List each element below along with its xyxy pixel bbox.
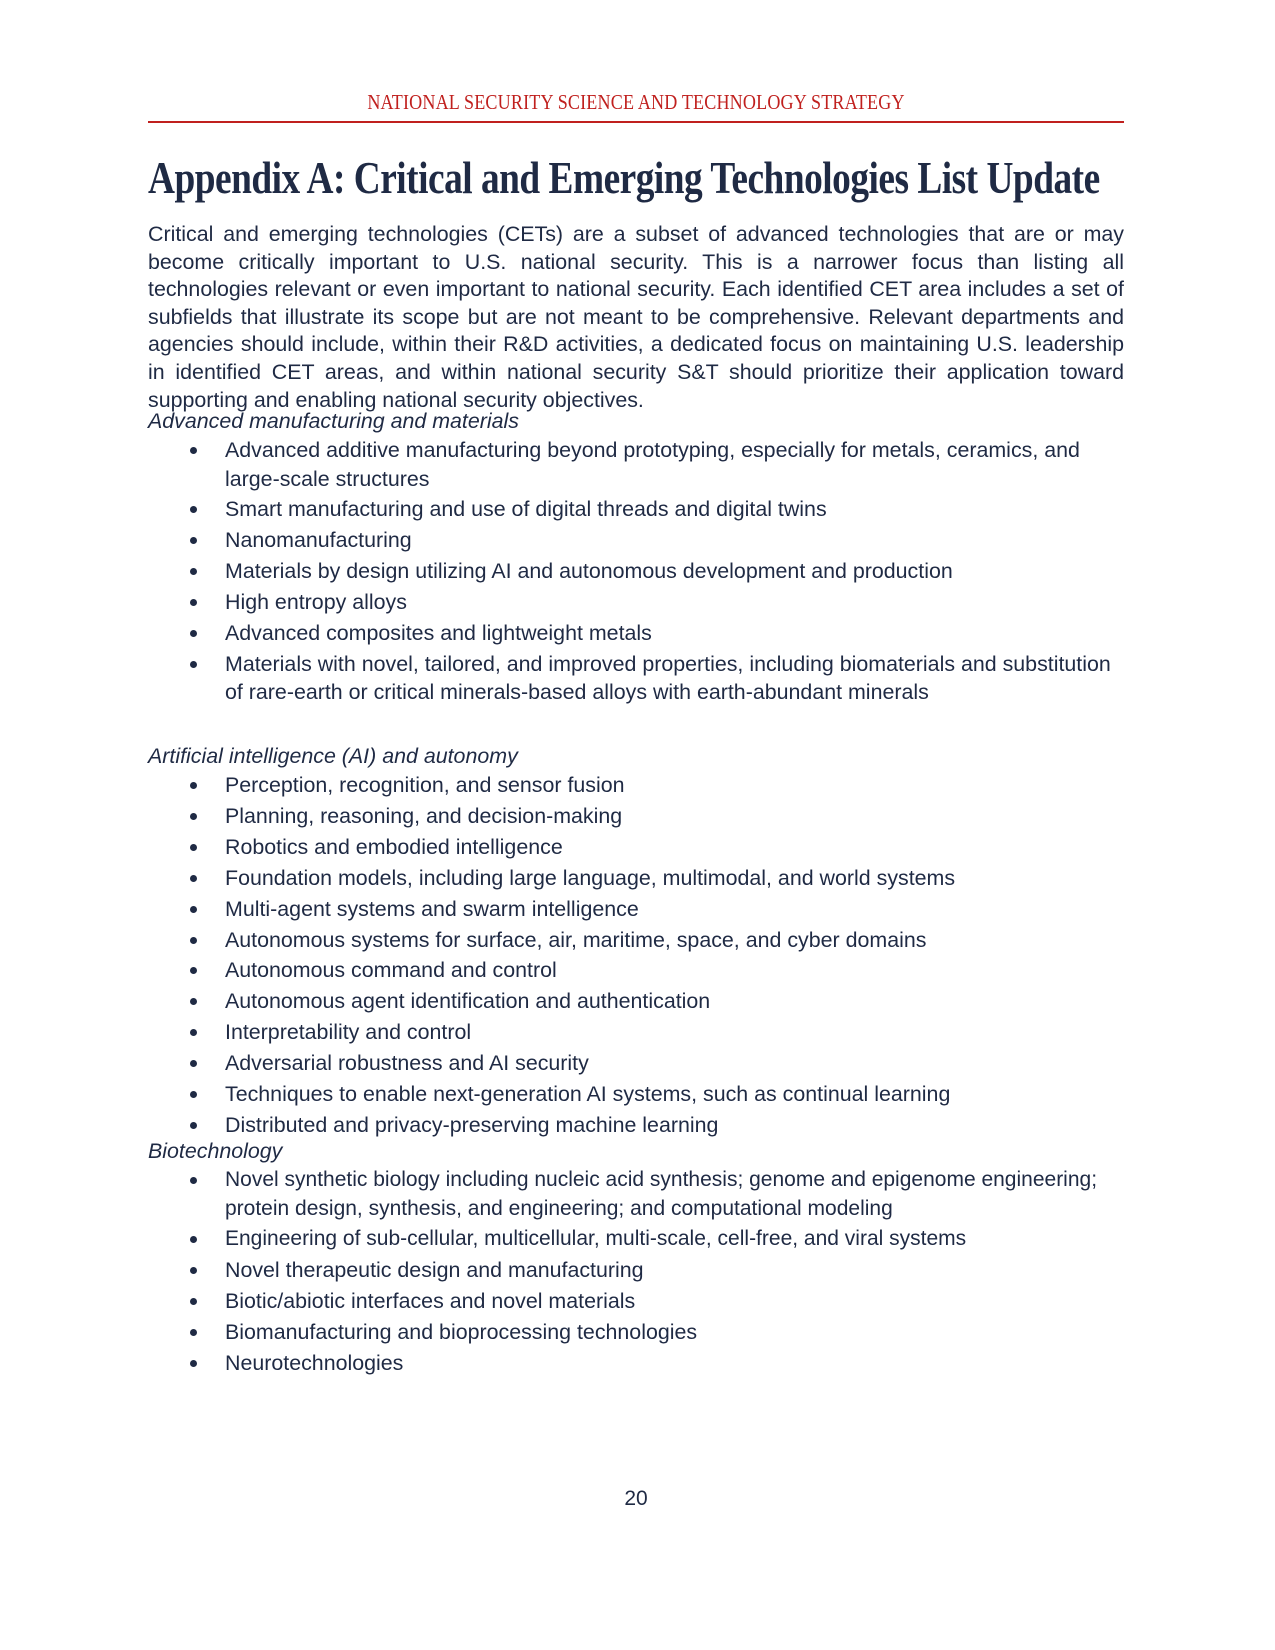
- bullet-icon: [190, 568, 197, 575]
- bullet-icon: [190, 875, 197, 882]
- list-item: [148, 618, 1124, 649]
- list-item-text: Biomanufacturing and bioprocessing technologies: [225, 1319, 698, 1344]
- bullet-icon: [190, 630, 197, 637]
- list-item-text: Adversarial robustness and AI security: [225, 1051, 589, 1076]
- section-biotechnology: [148, 1138, 1124, 1379]
- list-item: [148, 556, 1124, 587]
- bullet-icon: [190, 1329, 197, 1336]
- list-item-text: Interpretability and control: [225, 1020, 472, 1045]
- list-item: [148, 1017, 1124, 1048]
- list-item: [148, 1286, 1124, 1317]
- list-item-text: Perception, recognition, and sensor fusion: [225, 773, 625, 797]
- list-item-text: Autonomous systems for surface, air, maritime, space, and cyber domains: [225, 927, 927, 952]
- list-item-text: Advanced composites and lightweight metals: [225, 620, 652, 645]
- bullet-icon: [190, 813, 197, 820]
- list-item: [148, 863, 1124, 894]
- bullet-icon: [190, 937, 197, 944]
- list-item: [148, 649, 1124, 708]
- bullet-icon: [190, 661, 197, 668]
- list-item-text: Multi-agent systems and swarm intelligence: [225, 896, 639, 921]
- bullet-icon: [190, 1122, 197, 1129]
- bullet-icon: [190, 1060, 197, 1067]
- list-item: [148, 1317, 1124, 1348]
- list-item-text: High entropy alloys: [225, 589, 407, 614]
- bullet-icon: [190, 782, 197, 789]
- bullet-icon: [190, 1267, 197, 1274]
- bullet-list: [148, 435, 1124, 708]
- list-item-text: Nanomanufacturing: [225, 528, 412, 553]
- list-item-text: Biotic/abiotic interfaces and novel materials: [225, 1289, 636, 1313]
- bullet-icon: [190, 1236, 197, 1243]
- list-item: [148, 587, 1124, 618]
- list-item-text: Novel therapeutic design and manufacturing: [225, 1258, 644, 1283]
- bullet-icon: [190, 447, 197, 454]
- list-item-text: Techniques to enable next-generation AI systems, such as continual learning: [225, 1082, 951, 1107]
- bullet-icon: [190, 967, 197, 974]
- bullet-icon: [190, 844, 197, 851]
- list-item-text: Novel synthetic biology including nucleic acid synthesis; genome and epigenome engineering; protein design, synthesis, and engineering; and computational modeling: [225, 1168, 1098, 1220]
- list-item-text: Robotics and embodied intelligence: [225, 834, 563, 859]
- list-item-text: Smart manufacturing and use of digital threads and digital twins: [225, 497, 827, 522]
- intro-paragraph: Critical and emerging technologies (CETs) are a subset of advanced technologies that are or may become critically important to U.S. national security. This is a narrower focus than listing all technologies relevant or even important to national security. Each identified CET area includes a set of subfields that illustrate its scope but are not meant to be comprehensive. Relevant departments and agencies should include, within their R&D activities, a dedicated focus on maintaining U.S. leadership in identified CET areas, and within national security S&T should prioritize their application toward supporting and enabling national security objectives.: [148, 222, 1124, 412]
- page-title: Appendix A: Critical and Emerging Technologies List Update: [148, 153, 1100, 203]
- list-item-text: Materials with novel, tailored, and improved properties, including biomaterials and substitution of rare-earth or critical minerals-based alloys with earth-abundant minerals: [225, 651, 1111, 705]
- list-item: [148, 801, 1124, 832]
- bullet-icon: [190, 1298, 197, 1305]
- list-item-text: Neurotechnologies: [225, 1350, 404, 1375]
- list-item: [148, 770, 1124, 801]
- list-item-text: Materials by design utilizing AI and autonomous development and production: [225, 559, 953, 583]
- list-item: [148, 925, 1124, 956]
- list-item-text: Planning, reasoning, and decision-making: [225, 803, 623, 828]
- bullet-icon: [190, 1029, 197, 1036]
- list-item: [148, 986, 1124, 1017]
- list-item: [148, 1224, 1124, 1255]
- list-item: [148, 1110, 1124, 1141]
- bullet-icon: [190, 1091, 197, 1098]
- list-item: [148, 1165, 1124, 1224]
- section-heading: Artificial intelligence (AI) and autonomy: [148, 744, 518, 768]
- list-item: [148, 525, 1124, 556]
- bullet-list: [148, 1165, 1124, 1379]
- bullet-icon: [190, 906, 197, 913]
- document-page: [148, 0, 1124, 1650]
- bullet-icon: [190, 998, 197, 1005]
- list-item-text: Autonomous command and control: [225, 958, 557, 983]
- bullet-icon: [190, 537, 197, 544]
- bullet-icon: [190, 1177, 197, 1184]
- list-item-text: Autonomous agent identification and authentication: [225, 989, 711, 1014]
- list-item-text: Foundation models, including large language, multimodal, and world systems: [225, 865, 956, 890]
- list-item: [148, 494, 1124, 525]
- header-rule: [148, 121, 1124, 123]
- section-advanced-manufacturing: [148, 408, 1124, 708]
- page-number: 20: [624, 1487, 648, 1510]
- list-item: [148, 832, 1124, 863]
- list-item-text: Advanced additive manufacturing beyond prototyping, especially for metals, ceramics, and large-scale structures: [225, 438, 1080, 491]
- list-item: [148, 1255, 1124, 1286]
- list-item-text: Distributed and privacy-preserving machine learning: [225, 1112, 719, 1137]
- bullet-icon: [190, 506, 197, 513]
- list-item-text: Engineering of sub-cellular, multicellular, multi-scale, cell-free, and viral systems: [225, 1227, 967, 1251]
- bullet-list: [148, 770, 1124, 1141]
- list-item: [148, 894, 1124, 925]
- section-heading: Biotechnology: [148, 1139, 283, 1163]
- section-heading: Advanced manufacturing and materials: [148, 409, 519, 433]
- running-header: NATIONAL SECURITY SCIENCE AND TECHNOLOGY STRATEGY: [367, 90, 905, 114]
- list-item: [148, 955, 1124, 986]
- list-item: [148, 1348, 1124, 1379]
- section-ai-autonomy: [148, 743, 1124, 1141]
- list-item: [148, 1048, 1124, 1079]
- list-item: [148, 435, 1124, 494]
- bullet-icon: [190, 599, 197, 606]
- list-item: [148, 1079, 1124, 1110]
- bullet-icon: [190, 1360, 197, 1367]
